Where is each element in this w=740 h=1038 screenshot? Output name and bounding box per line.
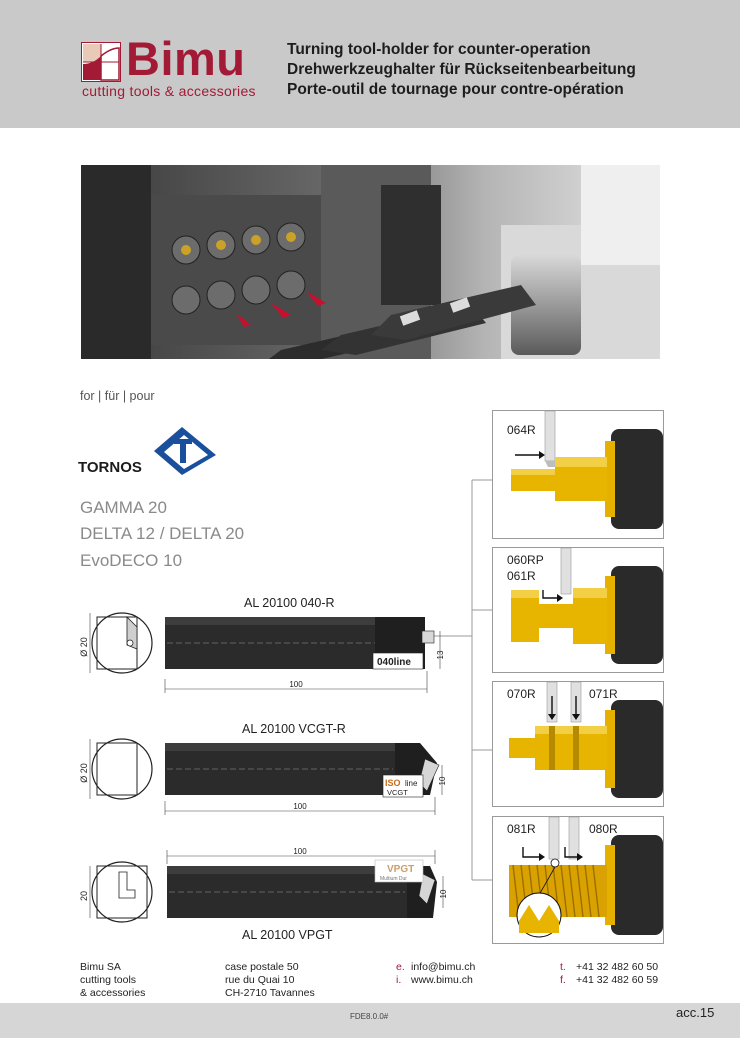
footer-address-1: case postale 50 xyxy=(225,961,299,973)
tool1-length: 100 xyxy=(289,680,303,689)
tool1-height: 13 xyxy=(436,650,445,660)
title-french: Porte-outil de tournage pour contre-opération xyxy=(287,81,624,98)
footer-fax: +41 32 482 60 59 xyxy=(576,974,659,986)
detail2-label-b: 061R xyxy=(507,569,536,583)
tool1-model: AL 20100 040-R xyxy=(244,596,335,610)
tool2-badge-insert: VCGT xyxy=(387,788,408,797)
tornos-logo xyxy=(78,425,218,477)
footer-email-prefix: e. xyxy=(396,961,405,973)
tool2-badge-iso: ISO xyxy=(385,778,401,788)
tool1-line-badge: 040line xyxy=(377,657,411,668)
brand-tagline: cutting tools & accessories xyxy=(82,83,256,99)
footer-email-link[interactable]: info@bimu.ch xyxy=(411,961,476,973)
tool2-length: 100 xyxy=(293,802,307,811)
tool3-height: 10 xyxy=(439,889,448,899)
detail-box-070R-071R xyxy=(492,681,664,807)
detail3-label-b: 071R xyxy=(589,687,618,701)
tool3-length: 100 xyxy=(293,847,307,856)
footer-tel: +41 32 482 60 50 xyxy=(576,961,659,973)
tool2-drawing xyxy=(75,733,455,823)
detail-box-064R xyxy=(492,410,664,539)
detail-box-060RP-061R xyxy=(492,547,664,673)
machine-delta: DELTA 12 / DELTA 20 xyxy=(80,524,245,543)
tool2-model: AL 20100 VCGT-R xyxy=(242,722,346,736)
doc-code: FDE8.0.0# xyxy=(350,1012,389,1021)
tool1-diameter: Ø 20 xyxy=(79,637,89,657)
tool3-model: AL 20100 VPGT xyxy=(242,928,333,942)
tool3-drawing xyxy=(75,842,455,934)
footer-tel-prefix: t. xyxy=(560,961,566,973)
tool2-badge-line: line xyxy=(405,779,418,788)
title-english: Turning tool-holder for counter-operation xyxy=(287,41,591,58)
detail4-label-b: 080R xyxy=(589,822,618,836)
tool3-badge-vpgt: VPGT xyxy=(387,864,415,875)
detail3-label-a: 070R xyxy=(507,687,536,701)
footer-web-prefix: i. xyxy=(396,974,402,986)
footer-fax-prefix: f. xyxy=(560,974,566,986)
footer-web-link[interactable]: www.bimu.ch xyxy=(411,974,473,986)
detail4-label-a: 081R xyxy=(507,822,536,836)
footer-address-3: CH-2710 Tavannes xyxy=(225,987,315,999)
page-number: acc.15 xyxy=(676,1005,715,1020)
tool3-badge-sub: Multium Dur xyxy=(380,876,407,882)
footer-address-2: rue du Quai 10 xyxy=(225,974,295,986)
tool1-drawing xyxy=(75,605,455,705)
detail2-label-a: 060RP xyxy=(507,553,544,567)
brand-name: Bimu xyxy=(126,32,246,85)
tool2-diameter: Ø 20 xyxy=(79,763,89,783)
tool3-diameter: 20 xyxy=(79,890,89,902)
detail-box-081R-080R xyxy=(492,816,664,944)
for-label: for | für | pour xyxy=(80,389,155,403)
title-german: Drehwerkzeughalter für Rückseitenbearbeitung xyxy=(287,61,636,78)
footer-company: Bimu SA xyxy=(80,961,121,973)
footer-company-line3: & accessories xyxy=(80,987,146,999)
machine-gamma: GAMMA 20 xyxy=(80,498,167,517)
machine-evodeco: EvoDECO 10 xyxy=(80,551,183,570)
footer-company-line2: cutting tools xyxy=(80,974,137,986)
tool2-height: 10 xyxy=(438,776,447,786)
machine-photo xyxy=(81,165,660,359)
bimu-logo-icon xyxy=(81,42,121,82)
tornos-wordmark: TORNOS xyxy=(78,459,142,476)
detail1-label: 064R xyxy=(507,423,536,437)
